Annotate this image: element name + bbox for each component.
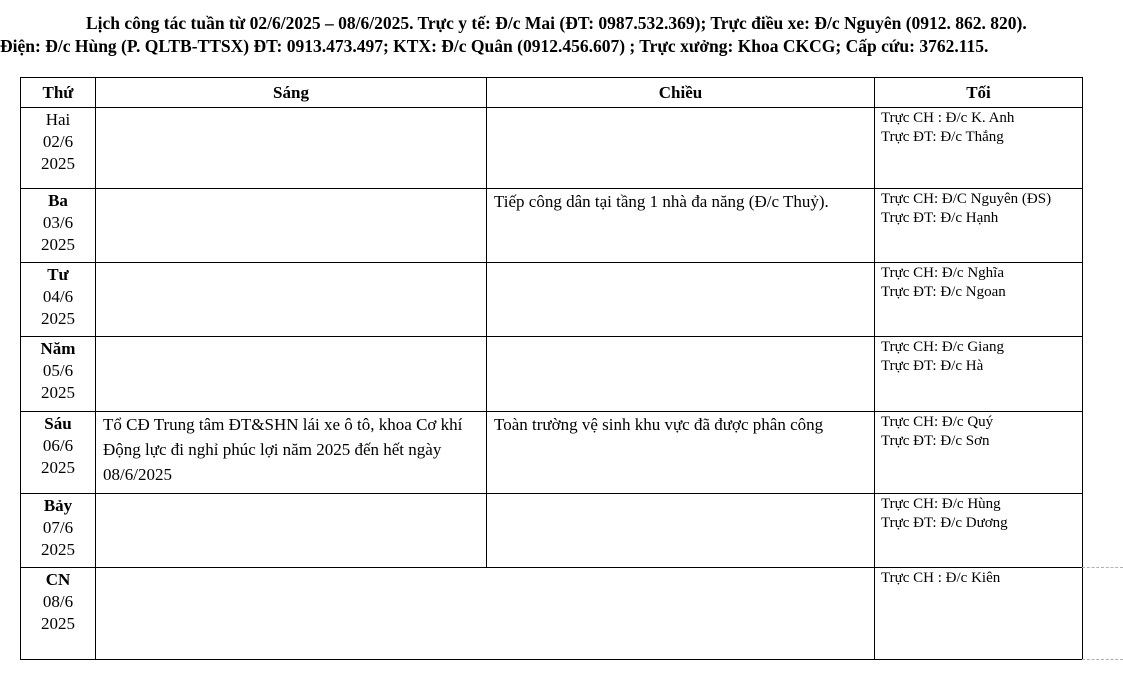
table-row — [21, 494, 1083, 568]
schedule-header — [0, 12, 1123, 58]
morning-cell — [96, 189, 487, 263]
evening-cell — [875, 263, 1083, 337]
afternoon-cell — [487, 108, 875, 189]
header-day: Thứ — [21, 78, 96, 108]
day-year: 2025 — [41, 540, 75, 559]
evening-cell — [875, 412, 1083, 494]
table-row — [21, 263, 1083, 337]
table-row — [21, 108, 1083, 189]
day-name: Bảy — [43, 496, 73, 515]
evening-duty-ch: Trực CH : Đ/c Kiên — [881, 570, 1001, 586]
table-row — [21, 412, 1083, 494]
header-afternoon: Chiều — [487, 78, 875, 108]
evening-cell — [875, 189, 1083, 263]
day-date: 06/6 — [42, 436, 74, 455]
day-date: 02/6 — [42, 132, 74, 151]
table-row — [21, 568, 1083, 660]
evening-duty-ch: Trực CH: Đ/c Hùng — [881, 496, 1001, 512]
evening-duty-ch: Trực CH: Đ/C Nguyên (ĐS) — [881, 191, 1052, 207]
day-year: 2025 — [41, 458, 75, 477]
morning-cell — [96, 494, 487, 568]
afternoon-cell — [487, 263, 875, 337]
morning-cell — [96, 263, 487, 337]
evening-duty-ch: Trực CH: Đ/c Giang — [881, 339, 1004, 355]
evening-cell — [875, 108, 1083, 189]
day-cell — [21, 494, 96, 568]
evening-cell — [875, 337, 1083, 412]
day-name: Tư — [47, 265, 69, 284]
day-cell — [21, 263, 96, 337]
evening-duty-dt: Trực ĐT: Đ/c Ngoan — [881, 284, 1006, 300]
day-year: 2025 — [41, 614, 75, 633]
day-date: 07/6 — [42, 518, 74, 537]
day-date: 08/6 — [42, 592, 74, 611]
afternoon-cell — [487, 494, 875, 568]
day-date: 05/6 — [42, 361, 74, 380]
table-row — [21, 337, 1083, 412]
day-cell — [21, 412, 96, 494]
day-name: Năm — [40, 339, 76, 358]
evening-duty-ch: Trực CH: Đ/c Nghĩa — [881, 265, 1004, 281]
day-year: 2025 — [41, 154, 75, 173]
afternoon-cell: Toàn trường vệ sinh khu vực đã được phân công — [487, 412, 875, 494]
afternoon-cell: Tiếp công dân tại tầng 1 nhà đa năng (Đ/c Thuỷ). — [487, 189, 875, 263]
evening-duty-ch: Trực CH: Đ/c Quý — [881, 414, 994, 430]
morning-cell — [96, 108, 487, 189]
evening-duty-ch: Trực CH : Đ/c K. Anh — [881, 110, 1015, 126]
day-year: 2025 — [41, 309, 75, 328]
weekly-schedule-table — [20, 77, 1083, 660]
header-line-2: Điện: Đ/c Hùng (P. QLTB-TTSX) ĐT: 0913.473.497; KTX: Đ/c Quân (0912.456.607) ; Trực xưởng: Khoa CKCG; Cấp cứu: 3762.115. — [0, 36, 989, 56]
day-year: 2025 — [41, 383, 75, 402]
morning-afternoon-cell — [96, 568, 875, 660]
evening-duty-dt: Trực ĐT: Đ/c Hạnh — [881, 210, 999, 226]
day-cell — [21, 108, 96, 189]
day-name: Ba — [48, 191, 68, 210]
table-row — [21, 189, 1083, 263]
evening-duty-dt: Trực ĐT: Đ/c Hà — [881, 358, 984, 374]
day-name: CN — [45, 570, 71, 589]
day-cell — [21, 189, 96, 263]
day-date: 03/6 — [42, 213, 74, 232]
day-cell — [21, 568, 96, 660]
evening-duty-dt: Trực ĐT: Đ/c Sơn — [881, 433, 990, 449]
page-edge-divider — [1082, 659, 1123, 660]
day-cell — [21, 337, 96, 412]
evening-duty-dt: Trực ĐT: Đ/c Dương — [881, 515, 1008, 531]
day-year: 2025 — [41, 235, 75, 254]
header-line-1: Lịch công tác tuần từ 02/6/2025 – 08/6/2025. Trực y tế: Đ/c Mai (ĐT: 0987.532.369); Trực điều xe: Đ/c Nguyên (0912. 862. 820). — [86, 13, 1027, 33]
evening-cell — [875, 494, 1083, 568]
day-name: Sáu — [44, 414, 72, 433]
morning-cell — [96, 337, 487, 412]
header-morning: Sáng — [96, 78, 487, 108]
morning-cell: Tổ CĐ Trung tâm ĐT&SHN lái xe ô tô, khoa Cơ khí Động lực đi nghỉ phúc lợi năm 2025 đến hết ngày 08/6/2025 — [96, 412, 487, 494]
header-evening: Tối — [875, 78, 1083, 108]
table-header-row — [21, 78, 1083, 108]
day-date: 04/6 — [42, 287, 74, 306]
evening-cell — [875, 568, 1083, 660]
evening-duty-dt: Trực ĐT: Đ/c Thắng — [881, 129, 1004, 145]
day-name: Hai — [45, 110, 71, 129]
afternoon-cell — [487, 337, 875, 412]
page-edge-divider — [1082, 567, 1123, 568]
